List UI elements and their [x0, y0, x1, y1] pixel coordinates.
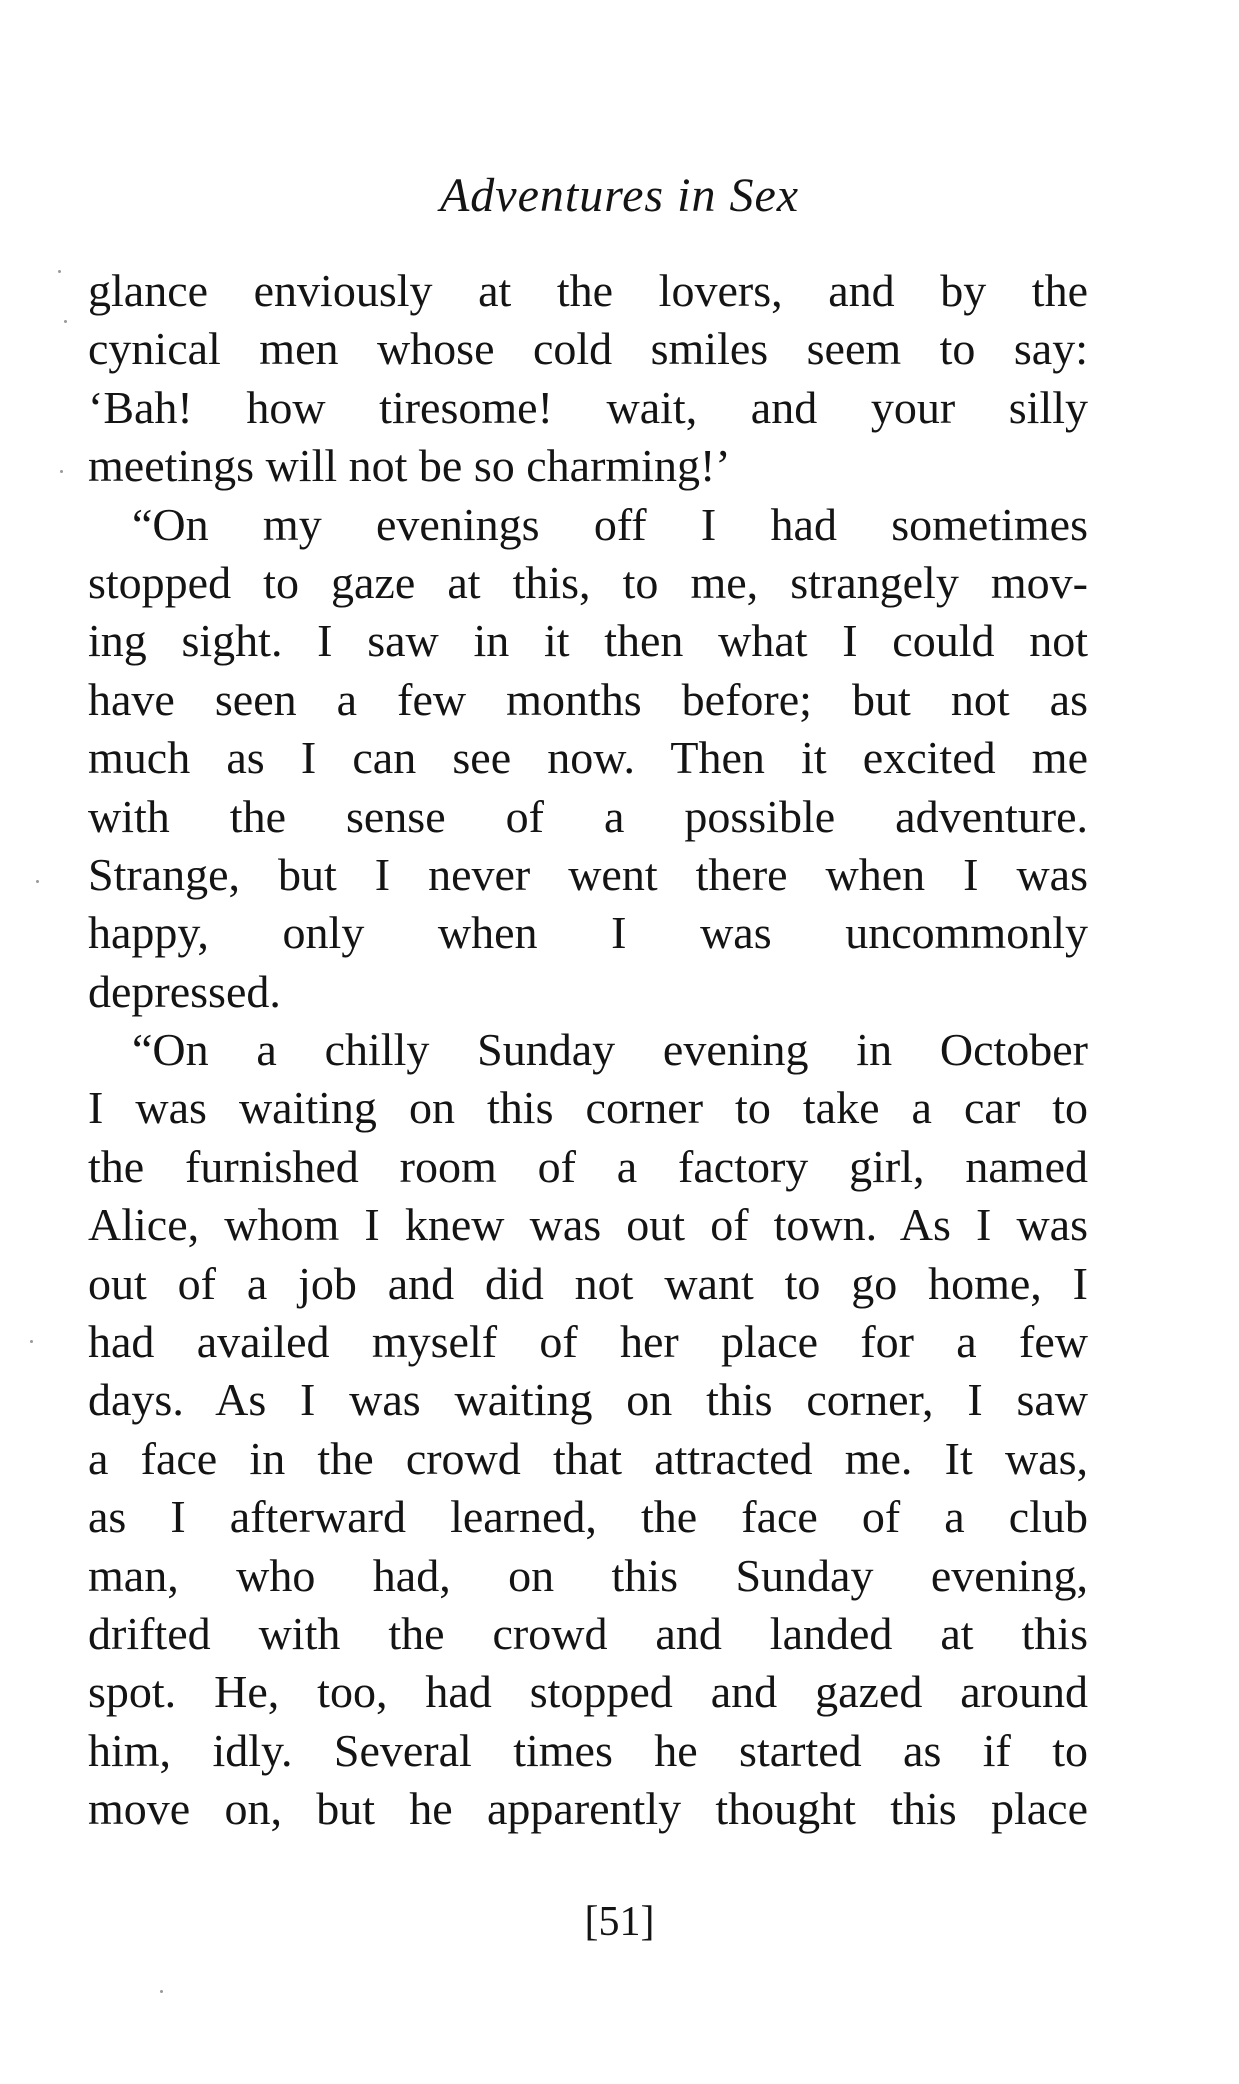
scan-speck	[160, 1990, 163, 1993]
scan-speck	[60, 470, 63, 473]
text-line: happy, only when I was uncommonly	[88, 907, 1088, 959]
text-line: had availed myself of her place for a few	[88, 1316, 1088, 1368]
page-number: [51]	[584, 1899, 655, 1945]
running-head: Adventures in Sex	[439, 169, 800, 222]
text-line: have seen a few months before; but not as	[88, 673, 1088, 725]
text-line: cynical men whose cold smiles seem to say:	[88, 323, 1088, 375]
text-line: him, idly. Several times he started as if to	[88, 1724, 1088, 1776]
text-line: meetings will not be so charming!’	[88, 440, 731, 492]
body-text	[88, 262, 1088, 1839]
text-line: Alice, whom I knew was out of town. As I was	[88, 1199, 1088, 1251]
text-line: Strange, but I never went there when I was	[88, 848, 1088, 900]
text-line: days. As I was waiting on this corner, I saw	[88, 1374, 1088, 1426]
scan-speck	[30, 1340, 33, 1343]
text-line: the furnished room of a factory girl, named	[88, 1140, 1088, 1192]
text-line: spot. He, too, had stopped and gazed around	[88, 1666, 1088, 1718]
text-line: depressed.	[88, 965, 281, 1017]
text-line: stopped to gaze at this, to me, strangely mov-	[88, 556, 1088, 608]
text-line: move on, but he apparently thought this place	[88, 1783, 1088, 1835]
scan-speck	[64, 320, 67, 323]
text-line: out of a job and did not want to go home, I	[88, 1257, 1088, 1309]
text-line: “On a chilly Sunday evening in October	[132, 1024, 1088, 1076]
text-line: man, who had, on this Sunday evening,	[88, 1549, 1088, 1601]
text-line: a face in the crowd that attracted me. It was,	[88, 1432, 1088, 1484]
text-line: ‘Bah! how tiresome! wait, and your silly	[88, 381, 1088, 433]
text-line: with the sense of a possible adventure.	[88, 790, 1088, 842]
scan-speck	[36, 880, 39, 883]
text-line: drifted with the crowd and landed at this	[88, 1607, 1088, 1659]
text-line: much as I can see now. Then it excited me	[88, 732, 1088, 784]
text-line: glance enviously at the lovers, and by the	[88, 265, 1088, 316]
scan-speck	[58, 270, 61, 273]
text-line: “On my evenings off I had sometimes	[132, 498, 1088, 550]
text-line: I was waiting on this corner to take a car to	[88, 1082, 1088, 1134]
text-line: as I afterward learned, the face of a club	[88, 1491, 1088, 1543]
text-line: ing sight. I saw in it then what I could not	[88, 615, 1088, 667]
